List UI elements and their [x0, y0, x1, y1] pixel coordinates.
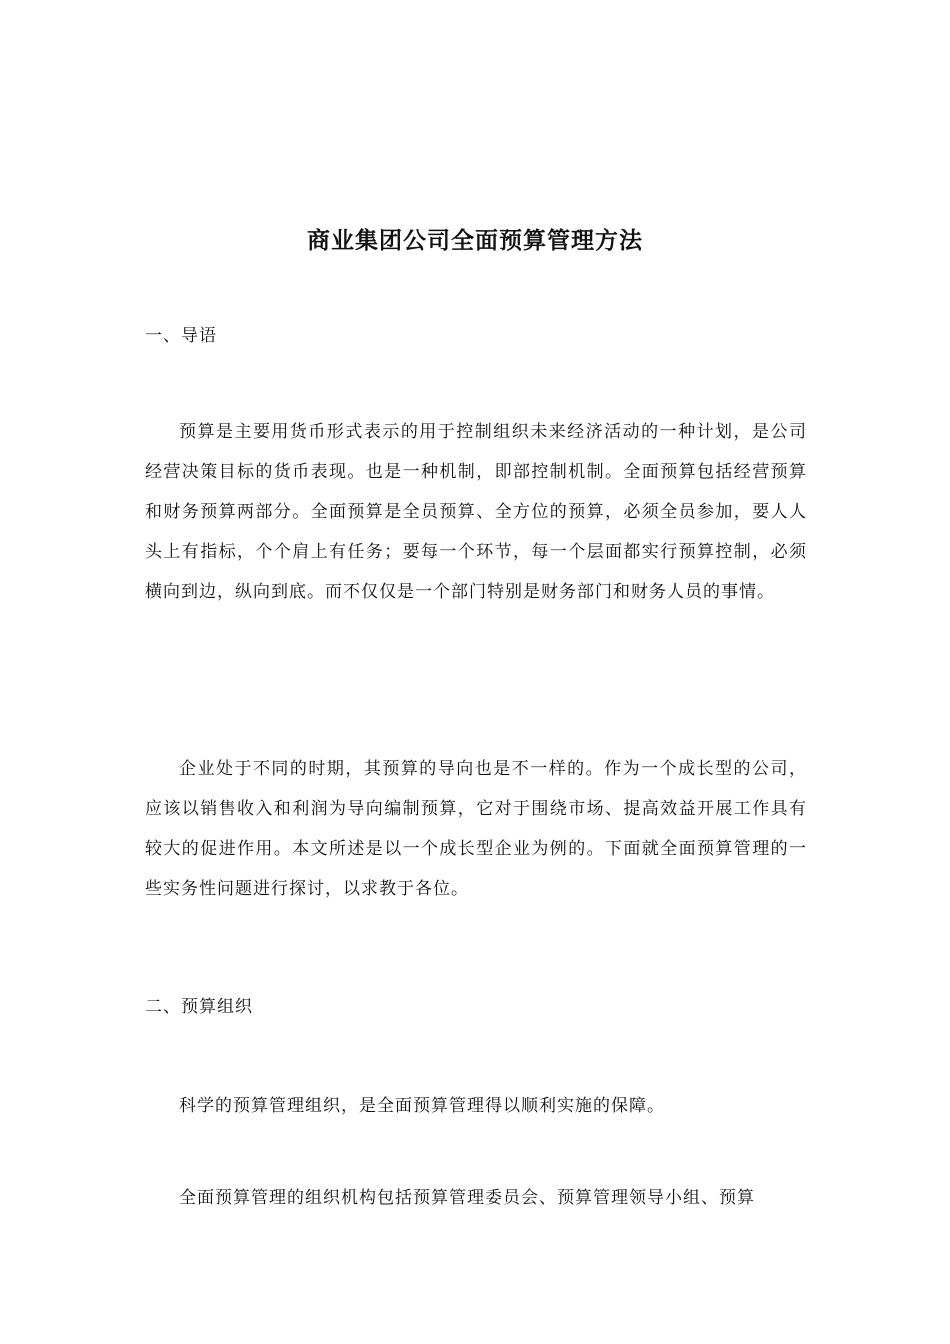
paragraph: 科学的预算管理组织，是全面预算管理得以顺利实施的保障。: [179, 1096, 665, 1116]
paragraph: 预算是主要用货币形式表示的用于控制组织未来经济活动的一种计划，是公司经营决策目标的货币表现。也是一种机制，即部控制机制。全面预算包括经营预算和财务预算两部分。全面预算是全员预算、全方位的预算，必须全员参加，要人人头上有指标，个个肩上有任务；要每一个环节，每一个层面都实行预算控制，必须横向到边，纵向到底。而不仅仅是一个部门特别是财务部门和财务人员的事情。: [145, 422, 807, 602]
section-heading-budget-organization: 二、预算组织: [145, 997, 253, 1017]
paragraph: 企业处于不同的时期，其预算的导向也是不一样的。作为一个成长型的公司，应该以销售收入和利润为导向编制预算，它对于围绕市场、提高效益开展工作具有较大的促进作用。本文所述是以一个成长型企业为例的。下面就全面预算管理的一些实务性问题进行探讨，以求教于各位。: [145, 759, 807, 899]
paragraph: 全面预算管理的组织机构包括预算管理委员会、预算管理领导小组、预算: [179, 1188, 755, 1208]
document-title: 商业集团公司全面预算管理方法: [307, 227, 643, 254]
section-heading-introduction: 一、导语: [145, 326, 217, 346]
